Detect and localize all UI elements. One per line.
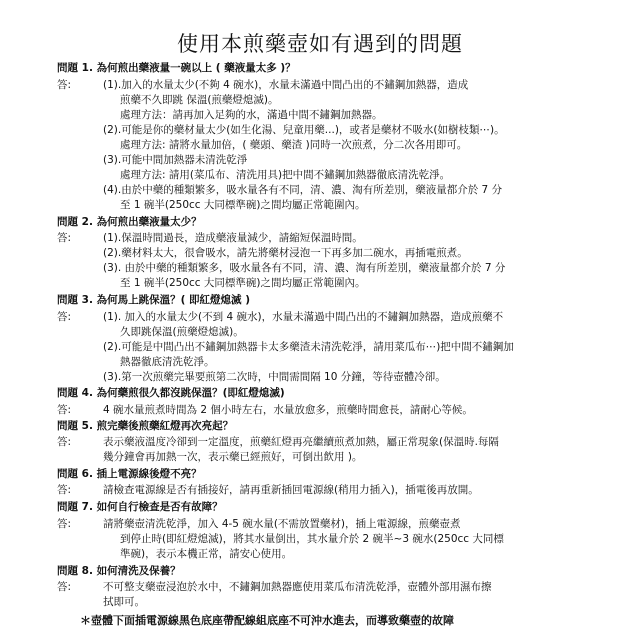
q1-answer-3: (3).可能中間加熱器未清洗乾淨	[103, 154, 248, 166]
q1-answer-1-cont: 煎藥不久即跳 保溫(煎藥燈熄滅)。	[120, 94, 279, 106]
question-4: 問題 4. 為何藥煎很久都沒跳保溫？(即紅燈熄滅)	[57, 387, 285, 399]
answer-label-8: 答:	[57, 581, 72, 593]
answer-label-1: 答:	[57, 79, 72, 91]
answer-label-2: 答:	[57, 232, 72, 244]
q7-answer-1: 請將藥壺清洗乾淨，加入 4-5 碗水量(不需放置藥材)，插上電源線，煎藥壺煮	[103, 518, 461, 530]
q3-answer-1: (1). 加入的水量太少(不到 4 碗水)，水量未滿過中間凸出的不鏽鋼加熱器，造成煎藥不	[103, 311, 504, 323]
q2-answer-3-cont: 至 1 碗半(250cc 大同標準碗)之間均屬正常範圍內。	[120, 277, 366, 289]
q1-answer-2-method: 處理方法: 請將水量加倍，( 藥頭、藥渣 )同時一次煎煮，分二次各用即可。	[120, 139, 468, 151]
answer-label-5: 答:	[57, 436, 72, 448]
page-title: 使用本煎藥壺如有遇到的問題	[177, 32, 463, 56]
q2-answer-3: (3). 由於中藥的種類繁多，吸水量各有不同，清、濃、淘有所差別，藥液量都介於 7 分	[103, 262, 506, 274]
q8-answer-1: 不可整支藥壺浸泡於水中，不鏽鋼加熱器應使用菜瓜布清洗乾淨，壺體外部用濕布擦	[103, 581, 492, 593]
answer-label-3: 答:	[57, 311, 72, 323]
q5-answer-1: 表示藥液溫度冷卻到一定溫度，煎藥紅燈再亮繼續煎煮加熱，屬正常現象(保溫時.每隔	[103, 436, 499, 448]
q1-answer-4: (4).由於中藥的種類繁多，吸水量各有不同，清、濃、淘有所差別，藥液量都介於 7 分	[103, 184, 503, 196]
question-3: 問題 3. 為何馬上跳保溫？( 即紅燈熄滅 )	[57, 294, 251, 306]
footer-note: ＊壺體下面插電源線黑色底座帶配線組底座不可沖水進去，而導致藥壺的故障	[80, 614, 454, 627]
answer-label-4: 答:	[57, 404, 72, 416]
question-1: 問題 1. 為何煎出藥液量一碗以上 ( 藥液量太多 )？	[57, 62, 296, 74]
question-7: 問題 7. 如何自行檢查是否有故障？	[57, 501, 223, 513]
answer-label-6: 答:	[57, 484, 72, 496]
question-2: 問題 2. 為何煎出藥液量太少？	[57, 216, 202, 228]
q2-answer-1: (1).保溫時間過長，造成藥液量減少，請縮短保溫時間。	[103, 232, 363, 244]
q3-answer-2: (2).可能是中間凸出不鏽鋼加熱器卡太多藥渣未清洗乾淨，請用菜瓜布⋯)把中間不鏽鋼加	[103, 341, 514, 353]
question-8: 問題 8. 如何清洗及保養？	[57, 565, 181, 577]
q1-answer-2: (2).可能是你的藥材量太少(如生化湯、兒童用藥...)，或者是藥材不吸水(如樹枝類⋯)。	[103, 124, 505, 136]
q3-answer-3: (3).第一次煎藥完畢要煎第二次時，中間需間隔 10 分鐘，等待壺體冷卻。	[103, 371, 446, 383]
q3-answer-1-cont: 久即跳保溫(煎藥燈熄滅)。	[120, 326, 244, 338]
q7-answer-1-cont2: 準碗)，表示本機正常，請安心使用。	[120, 548, 293, 560]
q3-answer-2-cont: 熱器徹底清洗乾淨。	[120, 356, 215, 368]
q2-answer-2: (2).藥材料太大，很會吸水，請先將藥材浸泡一下再多加二碗水，再插電煎煮。	[103, 247, 468, 259]
q1-answer-4-cont: 至 1 碗半(250cc 大同標準碗)之間均屬正常範圍內。	[120, 199, 366, 211]
q6-answer-1: 請檢查電源線是否有插接好，請再重新插回電源線(稍用力插入)，插電後再放開。	[103, 484, 479, 496]
answer-label-7: 答:	[57, 518, 72, 530]
q1-answer-1-method: 處理方法：請再加入足夠的水，滿過中間不鏽鋼加熱器。	[120, 109, 383, 121]
q1-answer-1: (1).加入的水量太少(不夠 4 碗水)，水量未滿過中間凸出的不鏽鋼加熱器，造成	[103, 79, 469, 91]
q8-answer-1-cont: 拭即可。	[103, 596, 145, 608]
question-5: 問題 5. 煎完藥後煎藥紅燈再次亮起？	[57, 420, 234, 432]
q4-answer-1: 4 碗水量煎煮時間為 2 個小時左右，水量放愈多，煎藥時間愈長，請耐心等候。	[103, 404, 473, 416]
question-6: 問題 6. 插上電源線後燈不亮？	[57, 468, 202, 480]
q7-answer-1-cont: 到停止時(即紅燈熄滅)，將其水量倒出，其水量介於 2 碗半~3 碗水(250cc 大同標	[120, 533, 504, 545]
q1-answer-3-method: 處理方法: 請用(菜瓜布、清洗用具)把中間不鏽鋼加熱器徹底清洗乾淨。	[120, 169, 451, 181]
q5-answer-1-cont: 幾分鐘會再加熱一次，表示藥已經煎好，可倒出飲用 )。	[103, 451, 363, 463]
